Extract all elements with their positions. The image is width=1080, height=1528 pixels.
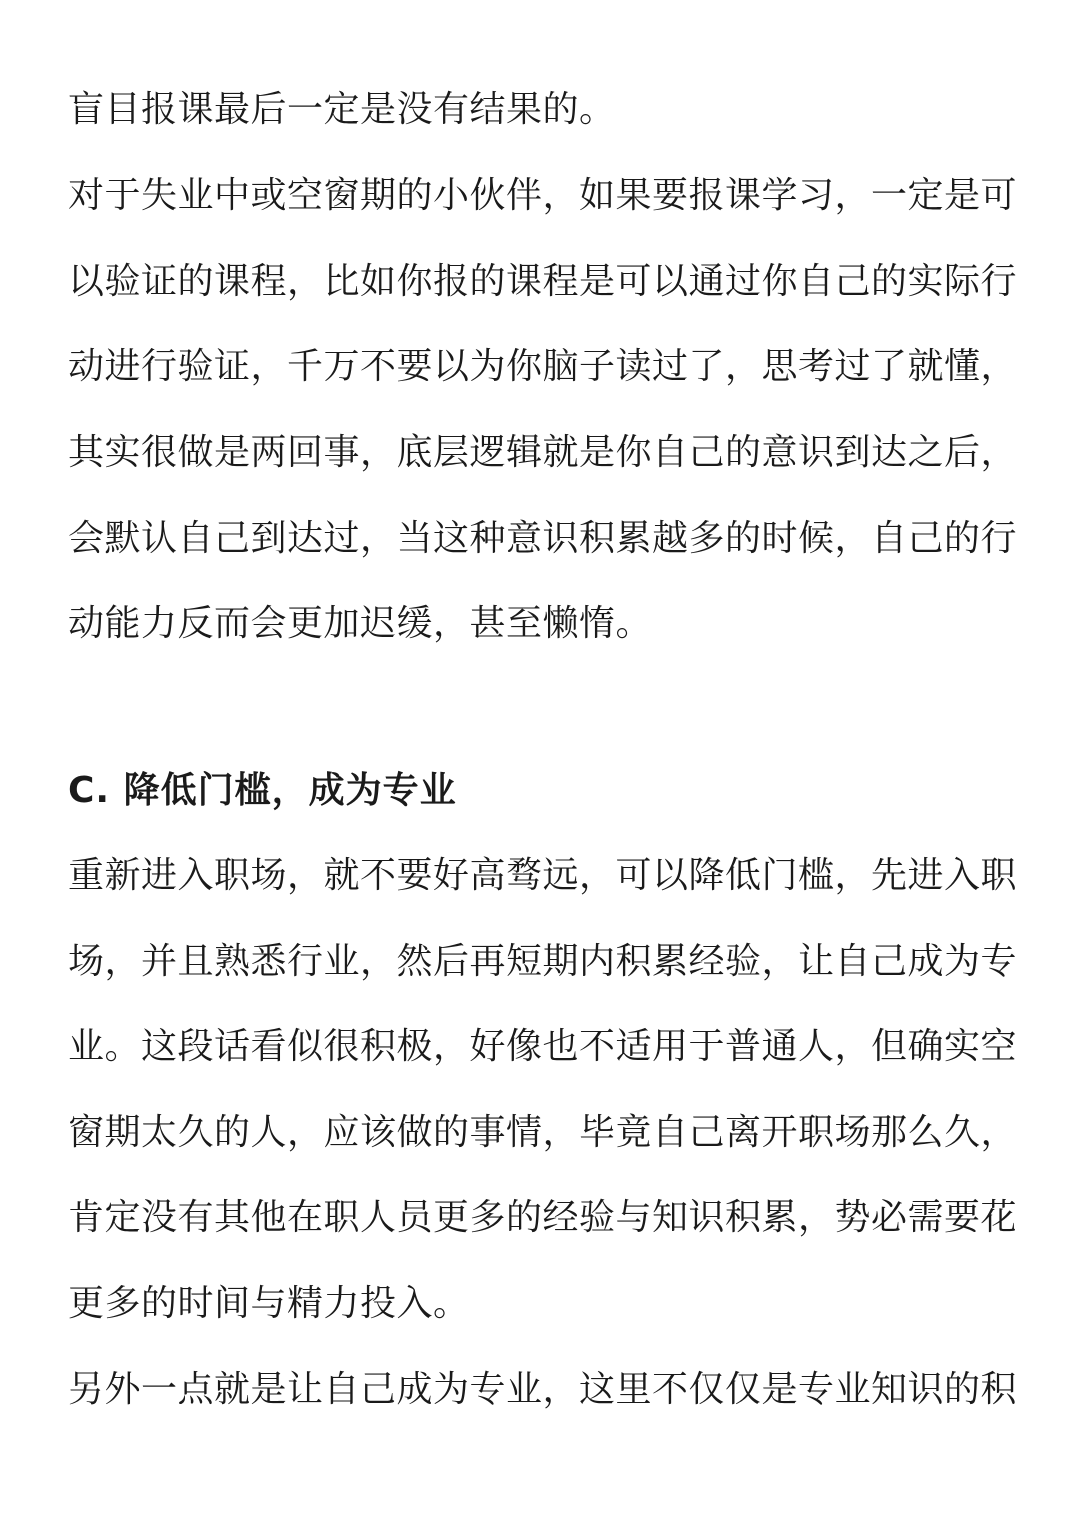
paragraph-line: 以验证的课程，比如你报的课程是可以通过你自己的实际行 [68, 261, 1018, 302]
paragraph-line: 肯定没有其他在职人员更多的经验与知识积累，势必需要花 [68, 1197, 1018, 1238]
paragraph-line: 另外一点就是让自己成为专业，这里不仅仅是专业知识的积 [68, 1369, 1018, 1410]
paragraph-line: 动能力反而会更加迟缓，甚至懒惰。 [68, 603, 653, 644]
paragraph-line: 更多的时间与精力投入。 [68, 1283, 470, 1324]
section-heading: C. 降低门槛，成为专业 [68, 770, 457, 811]
paragraph-line: 业。这段话看似很积极，好像也不适用于普通人，但确实空 [68, 1026, 1018, 1067]
paragraph-line: 动进行验证，千万不要以为你脑子读过了，思考过了就懂， [68, 346, 1018, 387]
paragraph-line: 重新进入职场，就不要好高骛远，可以降低门槛，先进入职 [68, 855, 1018, 896]
paragraph-line: 窗期太久的人，应该做的事情，毕竟自己离开职场那么久， [68, 1112, 1018, 1153]
paragraph-line: 场，并且熟悉行业，然后再短期内积累经验，让自己成为专 [68, 941, 1018, 982]
paragraph-line: 对于失业中或空窗期的小伙伴，如果要报课学习，一定是可 [68, 175, 1018, 216]
paragraph-line: 其实很做是两回事，底层逻辑就是你自己的意识到达之后， [68, 432, 1018, 473]
paragraph-line: 会默认自己到达过，当这种意识积累越多的时候，自己的行 [68, 518, 1018, 559]
paragraph-line: 盲目报课最后一定是没有结果的。 [68, 89, 616, 130]
